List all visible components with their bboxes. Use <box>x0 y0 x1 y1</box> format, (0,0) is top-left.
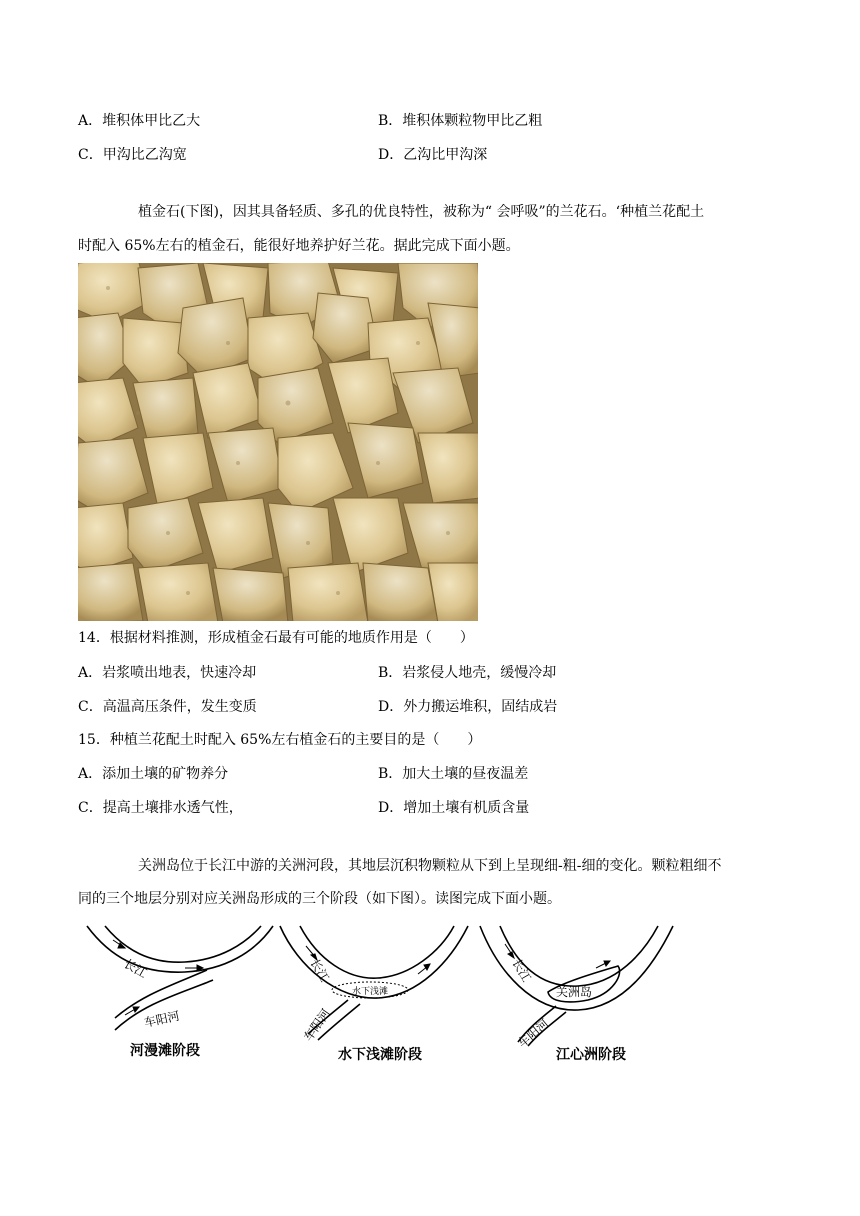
q15-option-b: B．加大土壤的昼夜温差 <box>378 766 529 782</box>
shoal-caption: 水下浅滩阶段 <box>338 1047 422 1063</box>
q15-option-a: A．添加土壤的矿物养分 <box>78 766 229 782</box>
q13-option-a: A．堆积体甲比乙大 <box>78 113 201 129</box>
mid-channel-island-stage-diagram <box>478 922 678 1072</box>
q14-option-d: D．外力搬运堆积，固结成岩 <box>378 699 558 715</box>
pumice-stone-photo <box>78 263 478 621</box>
shoal-feature-label: 水下浅滩 <box>352 987 389 997</box>
floodplain-tributary-label: 车阳河 <box>142 1008 181 1030</box>
q13-option-c: C．甲沟比乙沟宽 <box>78 147 187 163</box>
island-tributary-label: 车阳河 <box>514 1016 552 1051</box>
q14-option-a: A．岩浆喷出地表，快速冷却 <box>78 665 257 681</box>
intro2-line2: 同的三个地层分别对应关洲岛形成的三个阶段（如下图）。读图完成下面小题。 <box>78 891 561 907</box>
q13-option-b: B．堆积体颗粒物甲比乙粗 <box>378 113 543 129</box>
q15-option-d: D．增加土壤有机质含量 <box>378 800 530 816</box>
underwater-shoal-stage-diagram <box>278 922 473 1072</box>
intro2-line1: 关洲岛位于长江中游的关洲河段，其地层沉积物颗粒从下到上呈现细-粗-细的变化。颗粒粗细不 <box>138 858 722 874</box>
q14-option-b: B．岩浆侵人地壳，缓慢冷却 <box>378 665 557 681</box>
island-river-label: 长江 <box>509 956 534 985</box>
q15-stem: 15．种植兰花配土时配入 65%左右植金石的主要目的是（ ） <box>78 732 482 748</box>
intro1-line1: 植金石(下图)，因其具备轻质、多孔的优良特性，被称为“ 会呼吸”的兰花石。‘种植兰花配土 <box>138 204 705 220</box>
q13-option-d: D．乙沟比甲沟深 <box>378 147 488 163</box>
q15-option-c: C．提高土壤排水透气性， <box>78 800 243 816</box>
floodplain-stage-diagram <box>85 922 280 1072</box>
shoal-tributary-label: 车阳河 <box>300 1006 334 1044</box>
island-caption: 江心洲阶段 <box>556 1047 626 1063</box>
q14-stem: 14．根据材料推测，形成植金石最有可能的地质作用是（ ） <box>78 630 474 646</box>
island-feature-label: 关洲岛 <box>556 985 593 999</box>
intro1-line2: 时配入 65%左右的植金石，能很好地养护好兰花。据此完成下面小题。 <box>78 238 520 254</box>
floodplain-river-label: 长江 <box>121 956 150 981</box>
q14-option-c: C．高温高压条件，发生变质 <box>78 699 257 715</box>
shoal-river-label: 长江 <box>307 956 332 985</box>
floodplain-caption: 河漫滩阶段 <box>130 1043 200 1059</box>
